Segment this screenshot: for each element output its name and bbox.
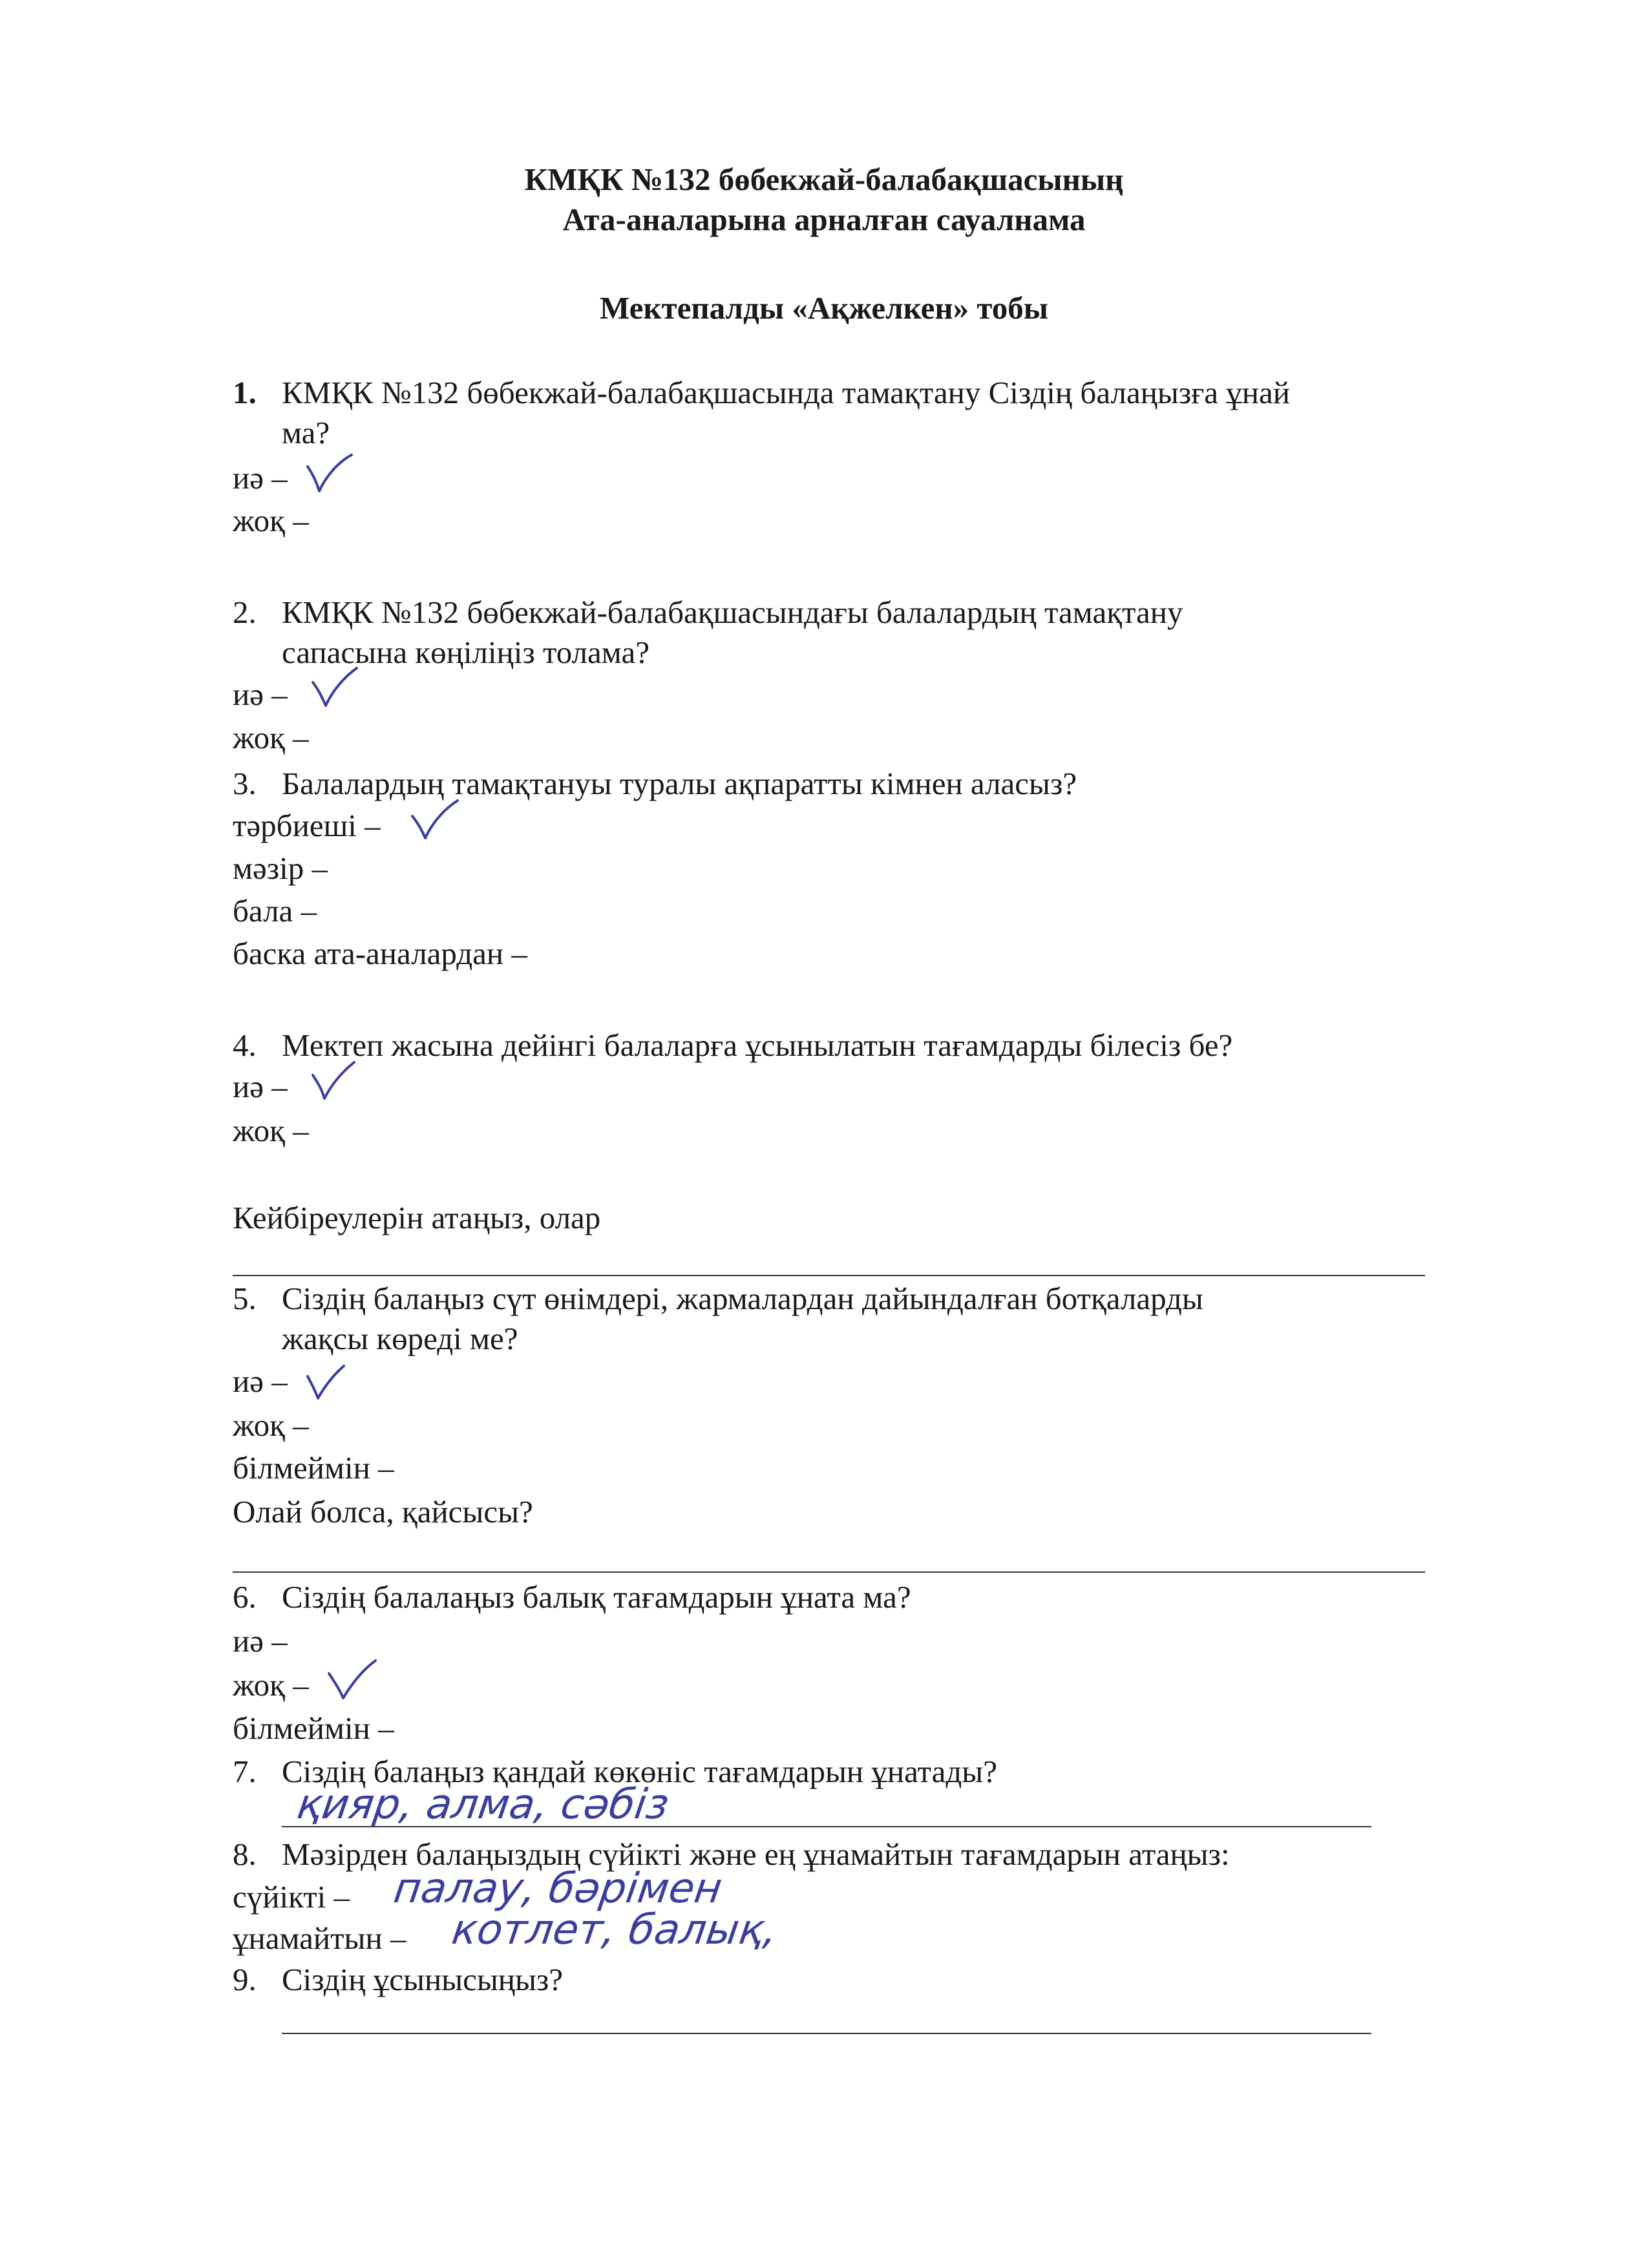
q9-answer-line[interactable] — [282, 2033, 1371, 2034]
question-3-text: Балалардың тамақтануы туралы ақпаратты кімнен аласыз? — [282, 766, 1077, 801]
question-6-text: Сіздің балалаңыз балық тағамдарын ұната ма? — [282, 1579, 911, 1615]
q4-followup: Кейбіреулерін атаңыз, олар — [233, 1200, 601, 1235]
question-8 — [233, 1835, 1230, 1874]
question-4-text: Мектеп жасына дейінгі балаларға ұсынылатын тағамдарды білесіз бе? — [282, 1027, 1233, 1063]
q2-option-no[interactable]: жоқ – — [233, 720, 309, 755]
question-6 — [233, 1578, 911, 1617]
q3-option-menu[interactable]: мәзір – — [233, 850, 328, 886]
q5-check-mark — [304, 1362, 355, 1407]
question-2-number: 2. — [233, 594, 257, 630]
question-1-text-cont: ма? — [282, 415, 330, 450]
question-5-number: 5. — [233, 1281, 257, 1316]
q6-option-yes[interactable]: иә – — [233, 1623, 288, 1659]
question-6-number: 6. — [233, 1579, 257, 1615]
question-3-number: 3. — [233, 766, 257, 801]
q8-favorite-label: сүйікті – — [233, 1879, 350, 1915]
question-4-number: 4. — [233, 1027, 257, 1063]
q4-check-mark — [309, 1060, 361, 1105]
question-9 — [233, 1960, 563, 1999]
question-2-text-cont: сапасына көңіліңіз толама? — [282, 635, 650, 670]
q4-answer-line[interactable] — [233, 1275, 1425, 1276]
q4-option-no[interactable]: жоқ – — [233, 1113, 309, 1148]
title-line-1: КМҚК №132 бөбекжай-балабақшасының — [524, 162, 1124, 197]
q5-option-yes[interactable]: иә – — [233, 1363, 288, 1399]
q5-option-no[interactable]: жоқ – — [233, 1407, 309, 1443]
q5-answer-line[interactable] — [233, 1571, 1425, 1573]
question-1-text: КМҚК №132 бөбекжай-балабақшасында тамақтану Сіздің балаңызға ұнай — [282, 375, 1290, 410]
question-5-text: Сіздің балаңыз сүт өнімдері, жармалардан дайындалған ботқаларды — [282, 1281, 1203, 1316]
q6-check-mark — [326, 1658, 378, 1703]
q2-option-yes[interactable]: иә – — [233, 677, 288, 712]
q3-option-other-parents[interactable]: баска ата-аналардан – — [233, 936, 527, 971]
question-8-number: 8. — [233, 1836, 257, 1872]
q3-option-child[interactable]: бала – — [233, 893, 317, 929]
question-5-text-cont: жақсы көреді ме? — [282, 1321, 518, 1356]
q5-option-dont-know[interactable]: білмеймін – — [233, 1450, 394, 1486]
q7-answer-line[interactable] — [282, 1826, 1371, 1827]
question-2 — [233, 593, 1183, 632]
q6-option-dont-know[interactable]: білмеймін – — [233, 1710, 394, 1746]
q8-disliked-label: ұнамайтын – — [233, 1920, 407, 1956]
group-title: Мектепалды «Ақжелкен» тобы — [599, 290, 1048, 326]
q3-check-mark — [408, 798, 460, 843]
question-8-text: Мәзірден балаңыздың сүйікті және ең ұнамайтын тағамдарын атаңыз: — [282, 1836, 1230, 1872]
q5-followup: Олай болса, қайсысы? — [233, 1494, 533, 1529]
q8-disliked-handwritten: котлет, балық, — [449, 1906, 781, 1954]
question-9-text: Сіздің ұсынысыңыз? — [282, 1962, 564, 1997]
q1-check-mark — [304, 452, 355, 498]
question-2-text: КМҚК №132 бөбекжай-балабақшасындағы балалардың тамақтану — [282, 594, 1183, 630]
question-9-number: 9. — [233, 1962, 257, 1997]
question-5 — [233, 1279, 1203, 1318]
question-1 — [233, 373, 1290, 412]
title-line-2: Ата-аналарына арналған сауалнама — [562, 202, 1086, 237]
question-4 — [233, 1026, 1232, 1065]
q1-option-yes[interactable]: иә – — [233, 460, 288, 496]
q1-option-no[interactable]: жоқ – — [233, 503, 309, 538]
question-7-text: Сіздің балаңыз қандай көкөніс тағамдарын ұнатады? — [282, 1754, 997, 1789]
question-1-number: 1. — [233, 375, 257, 410]
question-7-number: 7. — [233, 1754, 257, 1789]
q3-option-teacher[interactable]: тәрбиеші – — [233, 808, 381, 843]
q6-option-no[interactable]: жоқ – — [233, 1667, 309, 1703]
q2-check-mark — [309, 666, 361, 711]
q7-handwritten-answer: қияр, алма, сәбіз — [293, 1781, 672, 1829]
question-3 — [233, 764, 1077, 803]
q8-favorite-handwritten: палау, бәрімен — [390, 1865, 725, 1913]
q4-option-yes[interactable]: иә – — [233, 1069, 288, 1104]
